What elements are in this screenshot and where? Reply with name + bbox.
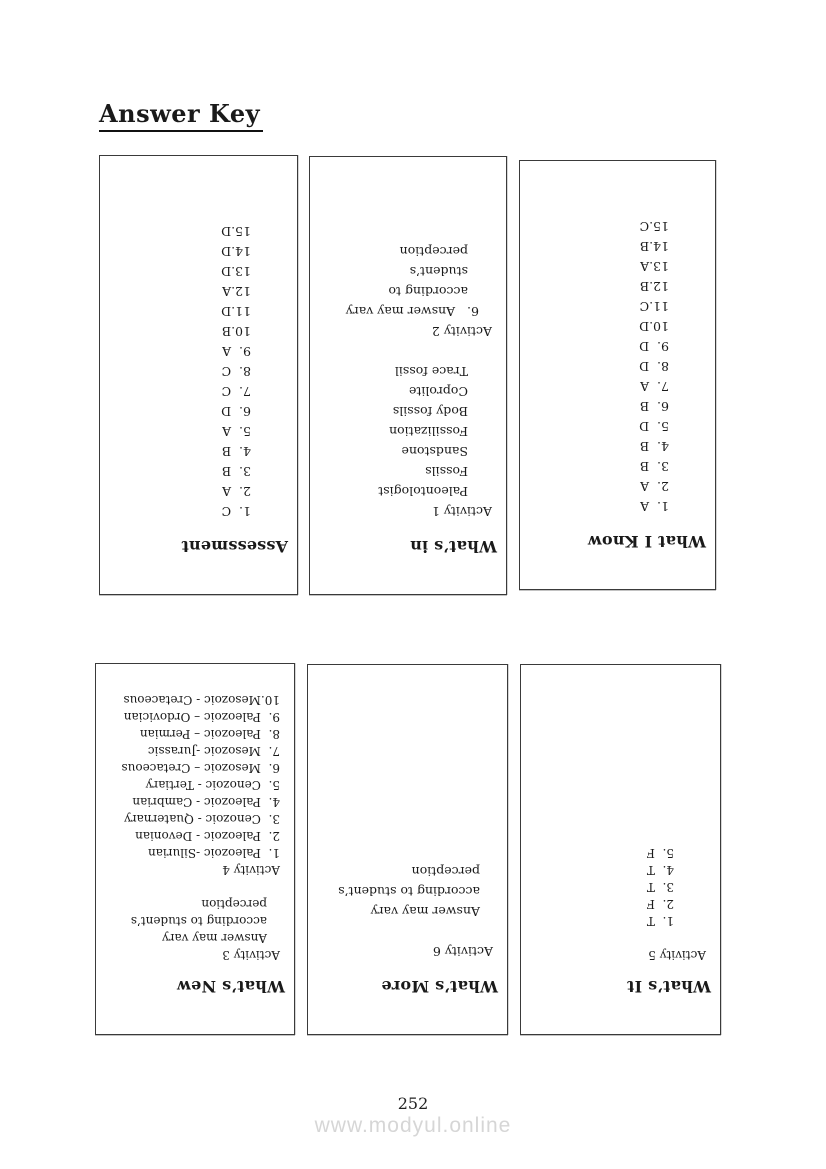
page-number: 252: [397, 1094, 429, 1113]
answer-line: 2. A: [640, 479, 669, 494]
answer-line: Activity 5: [648, 948, 706, 962]
answer-line: student’s: [409, 264, 468, 279]
answer-line: according to: [388, 284, 468, 299]
answer-lines-assessment: [108, 221, 297, 521]
answer-line: 15.C: [639, 219, 669, 234]
box-title-assessment: Assessment: [181, 537, 288, 556]
answer-line: Activity 1: [431, 504, 492, 519]
answer-line: Coprolite: [408, 384, 468, 399]
answer-line: 10.D: [639, 319, 669, 334]
answer-box-assessment: [99, 155, 298, 595]
answer-line: Body fossils: [392, 404, 468, 419]
answer-box-whats-new: [95, 663, 295, 1035]
box-title-whats-more: What’s More: [381, 977, 498, 996]
rotated-content: [100, 156, 297, 594]
answer-line: 7. A: [640, 379, 669, 394]
answer-line: 9. Paleozoic – Ordovician: [123, 710, 280, 724]
answer-line: 4. B: [221, 444, 251, 459]
answer-line: 6. B: [639, 399, 669, 414]
box-title-what-i-know: What I Know: [587, 532, 706, 551]
answer-line: 13.D: [221, 264, 251, 279]
answer-line: 7. C: [221, 384, 251, 399]
answer-box-whats-more: [307, 664, 508, 1035]
answer-line: perception: [399, 244, 468, 259]
rotated-content: [308, 665, 507, 1034]
answer-line: 5. A: [222, 424, 251, 439]
answer-lines-whats-it: [529, 844, 720, 963]
rotated-content: [520, 161, 715, 589]
answer-line: Activity 4: [222, 863, 280, 877]
answer-line: 5. F: [646, 846, 674, 860]
answer-lines-whats-new: [104, 691, 294, 963]
answer-line: 14.B: [639, 239, 669, 254]
answer-line: 8. C: [221, 364, 251, 379]
answer-line: 5. Cenozoic - Tertiary: [145, 778, 280, 792]
answer-lines-whats-more: [316, 861, 507, 961]
answer-line: 10.B: [221, 324, 251, 339]
answer-line: 1. A: [640, 499, 669, 514]
answer-line: 2. F: [646, 897, 674, 911]
answer-line: Sandstone: [401, 444, 468, 459]
answer-line: 1. T: [646, 914, 674, 928]
answer-line: Paleontologist: [378, 484, 468, 499]
answer-box-whats-it: [520, 664, 721, 1035]
rotated-content: [310, 157, 506, 594]
answer-line: perception: [201, 897, 267, 911]
answer-line: 9. A: [222, 344, 251, 359]
answer-line: Answer may vary: [370, 904, 480, 919]
answer-line: 14.D: [221, 244, 251, 259]
answer-line: Fossilization: [389, 424, 468, 439]
answer-line: 4. B: [639, 439, 669, 454]
answer-line: 13.A: [640, 259, 669, 274]
answer-lines-whats-in: [318, 241, 506, 521]
answer-line: 6. Answer may vary: [345, 304, 479, 319]
answer-line: 12.A: [222, 284, 251, 299]
answer-line: Activity 3: [222, 948, 280, 962]
answer-line: 15.D: [221, 224, 251, 239]
page-title: Answer Key: [99, 99, 263, 132]
answer-line: 6. Mesozoic – Cretaceous: [121, 761, 280, 775]
answer-line: 9. D: [639, 339, 669, 354]
answer-line: 1. C: [221, 504, 251, 519]
answer-line: 3. Cenozoic - Quaternary: [124, 812, 280, 826]
box-title-whats-it: What’s It: [626, 977, 711, 996]
answer-line: 6. D: [221, 404, 251, 419]
box-title-whats-new: What’s New: [176, 977, 285, 996]
answer-box-what-i-know: [519, 160, 716, 590]
blank-line: [316, 921, 507, 941]
answer-line: 3. B: [221, 464, 251, 479]
answer-box-whats-in: [309, 156, 507, 595]
answer-lines-what-i-know: [528, 216, 715, 516]
rotated-content: [96, 664, 294, 1034]
answer-line: Fossils: [425, 464, 468, 479]
answer-line: 1. Paleozoic -Silurian: [148, 846, 280, 860]
answer-line: Trace fossil: [394, 364, 468, 379]
answer-line: perception: [411, 864, 480, 879]
answer-line: 3. T: [646, 880, 674, 894]
box-title-whats-in: What’s in: [409, 537, 497, 556]
answer-line: 7. Mesozoic -Jurassic: [147, 744, 280, 758]
answer-line: 12.B: [639, 279, 669, 294]
blank-line: [529, 929, 720, 946]
answer-line: 11.D: [221, 304, 251, 319]
blank-line: [104, 878, 294, 895]
answer-line: Activity 2: [431, 324, 492, 339]
rotated-content: [521, 665, 720, 1034]
answer-line: 8. D: [639, 359, 669, 374]
answer-line: 8. Paleozoic – Permian: [139, 727, 280, 741]
answer-line: according to student’s: [338, 884, 480, 899]
watermark-url: www.modyul.online: [314, 1114, 512, 1137]
answer-line: 3. B: [639, 459, 669, 474]
blank-line: [318, 341, 506, 361]
answer-line: 2. A: [222, 484, 251, 499]
answer-line: 2. Paleozoic - Devonian: [135, 829, 280, 843]
answer-line: according to student’s: [130, 914, 267, 928]
answer-line: 4. Paleozoic - Cambrian: [132, 795, 280, 809]
answer-line: Activity 6: [432, 944, 493, 959]
answer-line: 4. T: [646, 863, 674, 877]
answer-line: 5. D: [639, 419, 669, 434]
answer-line: 11.C: [639, 299, 669, 314]
answer-line: 10.Mesozoic - Cretaceous: [123, 693, 280, 707]
answer-line: Answer may vary: [161, 931, 267, 945]
